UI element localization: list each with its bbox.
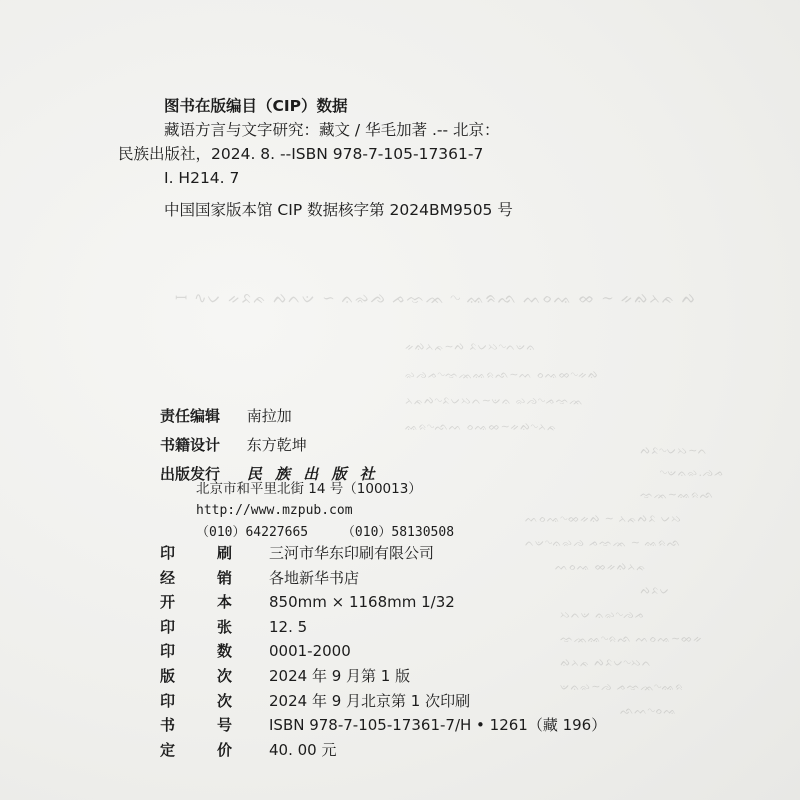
spec-value: 三河市华东印刷有限公司 <box>269 544 435 562</box>
spec-value: 2024 年 9 月北京第 1 次印刷 <box>269 691 471 710</box>
credit-label: 书籍设计 <box>160 436 221 454</box>
spec-value: ISBN 978-7-105-17361-7/H • 1261（藏 196） <box>269 716 607 735</box>
credit-value: 南拉加 <box>246 407 292 425</box>
spec-label-char: 次 <box>217 666 233 685</box>
spec-label-char: 本 <box>217 593 233 612</box>
spec-row <box>160 615 606 640</box>
spec-value: 0001-2000 <box>269 642 351 661</box>
spec-label-char: 张 <box>217 617 233 636</box>
spec-row <box>160 639 606 664</box>
spec-row <box>160 664 606 689</box>
spec-value: 12. 5 <box>269 617 308 636</box>
spec-value: 40. 00 元 <box>269 740 337 759</box>
credit-row-designer <box>160 431 379 460</box>
credits-block <box>160 402 379 489</box>
spec-value: 各地新华书店 <box>269 568 360 587</box>
credit-label: 出版发行 <box>160 465 221 483</box>
spec-label-char: 销 <box>217 568 233 587</box>
spec-label-char: 刷 <box>217 544 233 562</box>
spec-label-char: 书 <box>160 716 176 735</box>
spec-label-char: 号 <box>217 716 233 735</box>
cip-data-block <box>118 94 738 222</box>
spec-row <box>160 713 606 738</box>
cip-title: 图书在版编目（CIP）数据 <box>164 97 348 115</box>
publisher-url: http://www.mzpub.com <box>196 503 353 518</box>
copyright-page: ꟷ ∿ᨆ ᨀᨅᨃ ᨄᨈᨉ ∽ ᨊᨋᨌ ᨍᨎᨏ ∿ ᨐᨑᨒ ᨓᨔᨕ ᨖ ∼ ᨀᨁᨂᨃ ᨄ ᨀᨁᨂᨃ∼ᨄ ᨅᨆᨇ∿ᨈᨉᨊ ᨋᨌᨍ∿ᨎᨏᨐᨑᨒ∼ᨓ ᨔᨕᨖ∿ᨀᨁ ᨂᨃᨄ∿ᨅᨆᨇᨈ∼ᨉᨊ ᨋᨌ∿ᨍᨎᨏ ᨐᨑ∿ᨒᨓ ᨔᨕᨖ∼ᨀᨁ∿ᨂᨃ ᨄᨅ∿ᨆᨇ∼ᨈ ∿ᨉᨊᨋ.ᨌᨍ ᨎᨏ∼ᨐᨑᨒ ᨓᨔᨕ∿ᨖᨀᨁ ∼ ᨂᨃᨄᨅ ᨆᨇ ᨈᨉ∿ᨊᨋᨌ ᨍᨎᨏ ∼ ᨐᨑᨒ ᨓᨔᨕ ᨖᨀᨁᨂᨃ ᨄᨅᨆ ᨇᨈᨉ ᨊᨋ∿ᨌᨍ ᨎᨏᨐ∿ᨑᨒ ᨓᨔᨕ∼ᨖᨀ ᨁᨂᨃ ᨄᨅᨆ∿ᨇᨈ ᨉᨊᨋ∼ᨌ ᨍᨎᨏ∿ᨐᨑ ᨒᨓ∿ᨔᨕ 图书在版编目（CIP）数据 藏语方言与文字研究：藏文 / 华毛加著 .-- 北京： 民族出版社，2024. 8. --ISBN 978-7-105-17361-7 Ⅰ. H214. 7 中国国家版本馆 CIP 数据核字第 2024BM9505 号 责任编辑 南拉加 书籍设计 东方乾坤 出版发行 民 族 出 版 社 北京市和平里北街 14 号（100013） http://www.mzpub.com （010）64227665 （010）58130508 印 刷 三河市华东印刷有限公司 经 销 各地新华书店 开 本 850mm × 1168mm 1/32 印 张 12. 5 印 数 0001-2000 版 次 2024 年 9 月第 1 版 印 次 2024 年 9 月北京第 1 次印刷 书 号 ISBN 978-7-105-17361-7/H • 1261（藏 196） 定 价 40. 00 元 <box>0 0 800 800</box>
spec-label-char: 次 <box>217 691 233 710</box>
spec-label-char: 印 <box>160 544 176 562</box>
spec-row <box>160 566 606 591</box>
spec-value: 850mm × 1168mm 1/32 <box>269 593 455 612</box>
spec-row <box>160 590 606 615</box>
spec-label-char: 定 <box>160 740 176 759</box>
spec-label-char: 印 <box>160 617 176 636</box>
cip-classification: Ⅰ. H214. 7 <box>164 169 240 187</box>
spec-label-char: 印 <box>160 642 176 661</box>
phone-number: （010）64227665 <box>196 525 309 540</box>
phone-number: （010）58130508 <box>341 525 455 540</box>
cip-registration-number: 中国国家版本馆 CIP 数据核字第 2024BM9505 号 <box>164 201 513 219</box>
spec-row <box>160 689 606 714</box>
spec-label-char: 价 <box>217 740 233 759</box>
spec-label-char: 版 <box>160 666 176 685</box>
credit-label: 责任编辑 <box>160 407 221 425</box>
spec-value: 2024 年 9 月第 1 版 <box>269 666 411 685</box>
publisher-address-block <box>196 478 480 544</box>
spec-label-char: 经 <box>160 568 176 587</box>
publisher-name: 民 族 出 版 社 <box>246 465 379 483</box>
publisher-street: 北京市和平里北街 14 号（100013） <box>196 481 422 497</box>
cip-line: 藏语方言与文字研究：藏文 / 华毛加著 .-- 北京： <box>164 121 500 139</box>
cip-line: 民族出版社，2024. 8. --ISBN 978-7-105-17361-7 <box>118 145 484 163</box>
spec-row <box>160 541 606 566</box>
spec-label-char: 印 <box>160 691 176 710</box>
credit-value: 东方乾坤 <box>246 436 307 454</box>
spec-row <box>160 738 606 763</box>
spec-label-char: 数 <box>217 642 233 661</box>
credit-row-editor <box>160 402 379 431</box>
print-specs-block <box>160 541 606 762</box>
spec-label-char: 开 <box>160 593 176 612</box>
